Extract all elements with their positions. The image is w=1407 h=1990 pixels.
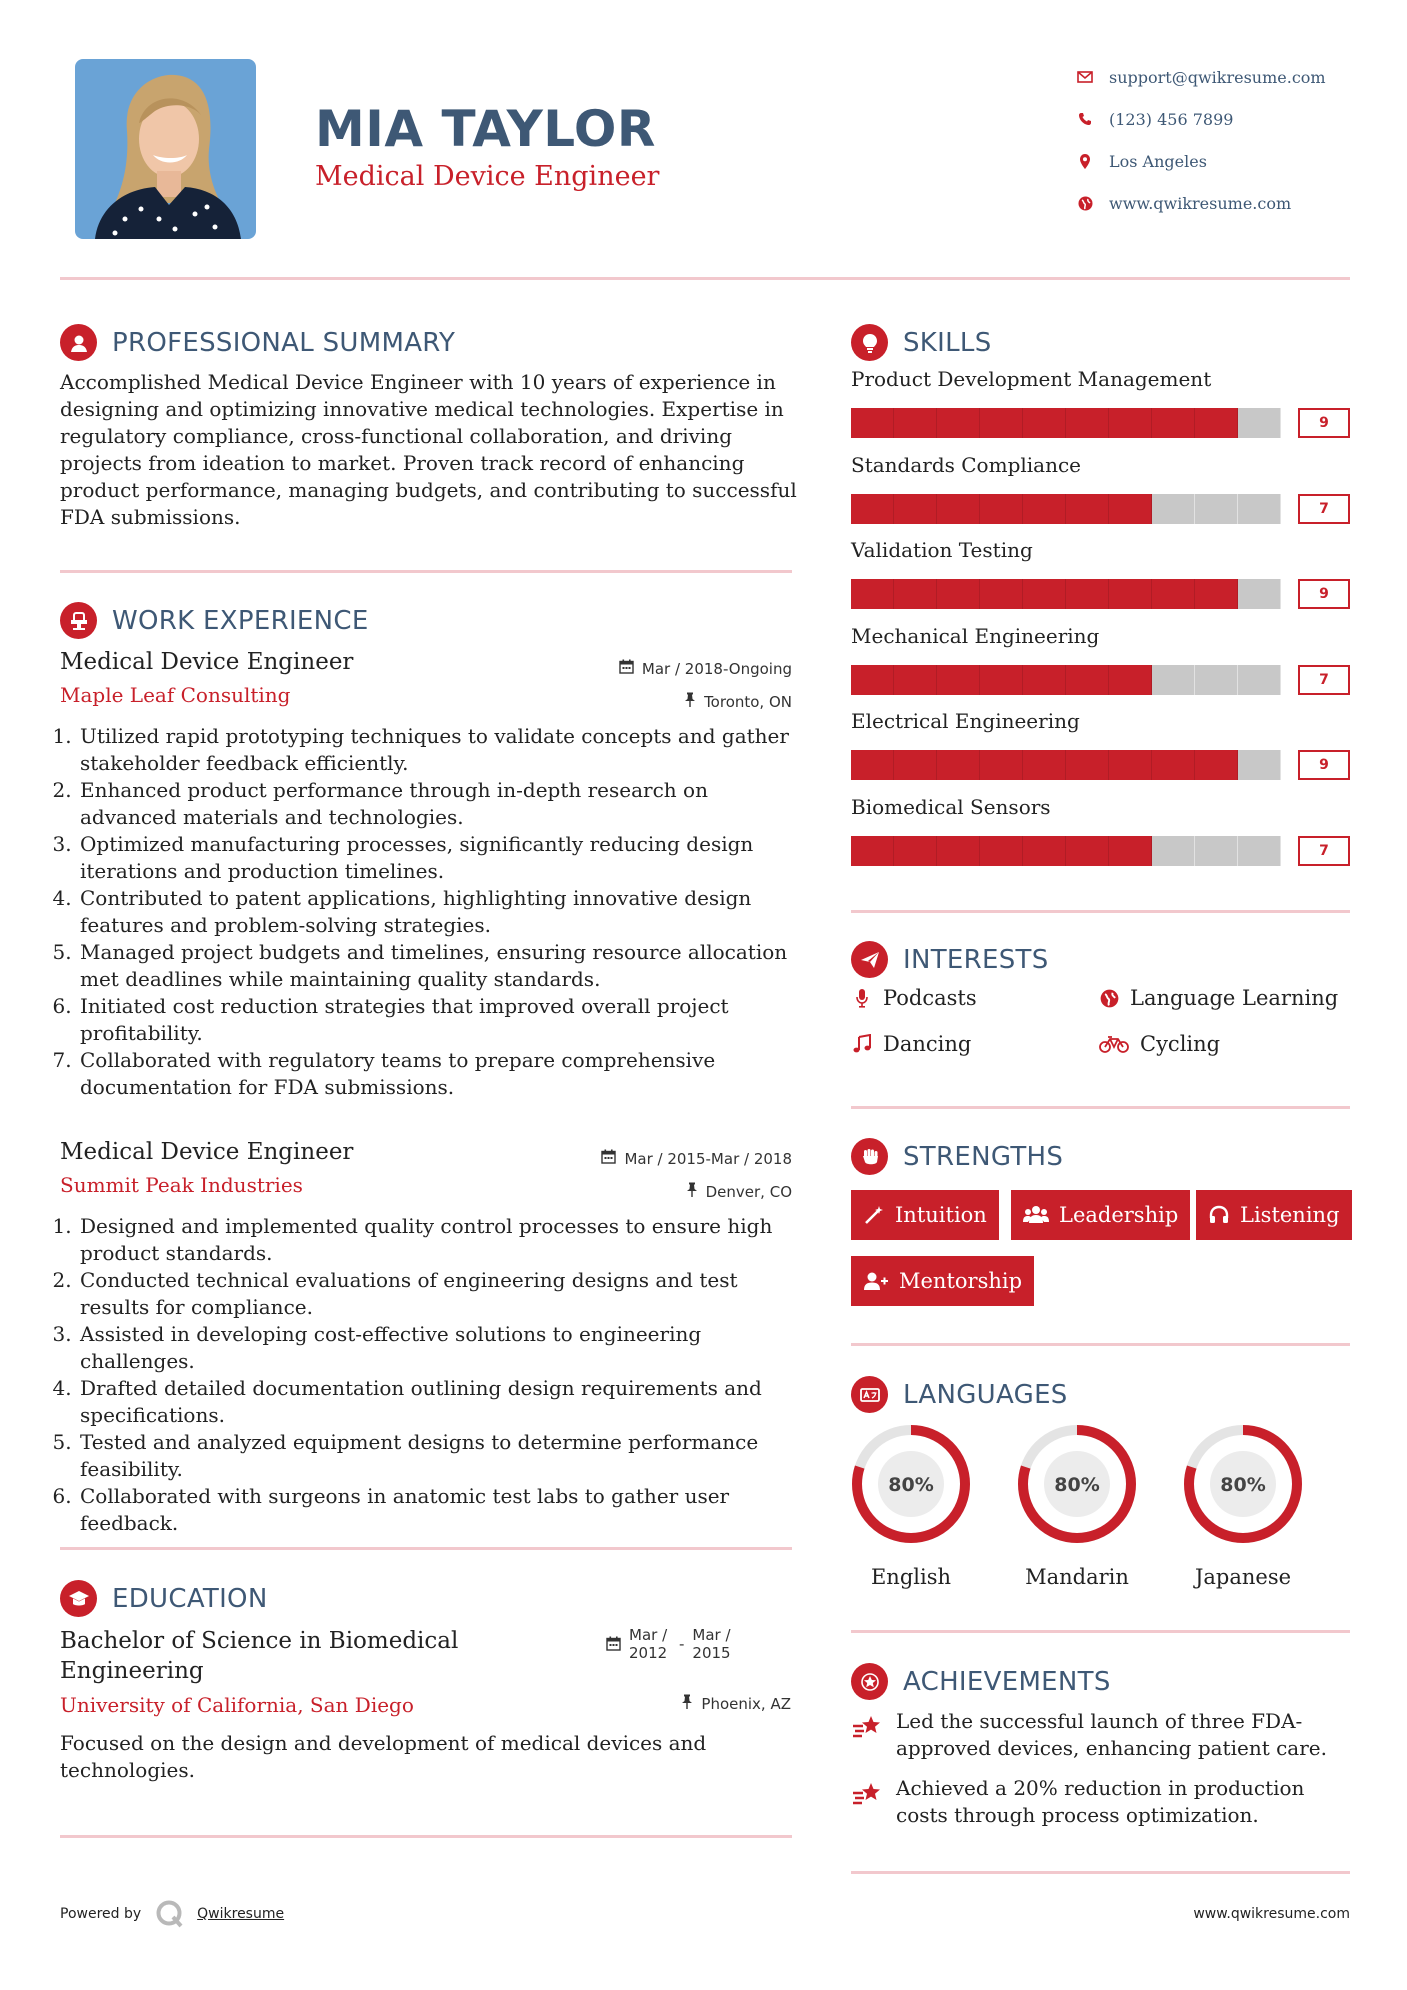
skill-name: Validation Testing: [851, 538, 1033, 562]
briefcase-icon: [60, 602, 97, 639]
education-divider: [60, 1835, 792, 1838]
job-dates-text: Mar / 2018-Ongoing: [641, 659, 792, 678]
strength-label: Intuition: [895, 1203, 987, 1227]
skill-bar-segment-filled: [894, 494, 937, 524]
list-item: 1. Utilized rapid prototyping techniques to validate concepts and gather stakeholder feedback efficiently.: [78, 723, 792, 777]
job-dates: [601, 1149, 792, 1168]
skill-bar-segment-filled: [851, 750, 894, 780]
skill-bar-segment-empty: [1195, 665, 1238, 695]
skill-bar-segment-filled: [1066, 579, 1109, 609]
interest-label: Language Learning: [1130, 986, 1339, 1010]
qwikresume-logo-icon: [155, 1899, 185, 1929]
list-item: 2. Enhanced product performance through in-depth research on advanced materials and technologies.: [78, 777, 792, 831]
skill-item: [851, 367, 1350, 453]
skill-bar-segment-filled: [1195, 750, 1238, 780]
skill-bar-segment-filled: [1023, 665, 1066, 695]
interest-item: [1098, 986, 1338, 1010]
skill-bar-segment-filled: [1023, 494, 1066, 524]
interests-heading: INTERESTS: [903, 944, 1049, 975]
skills-divider: [851, 910, 1350, 913]
contact-email[interactable]: [1073, 56, 1373, 98]
skill-bar-segment-empty: [1195, 494, 1238, 524]
skill-bar-segment-filled: [1023, 836, 1066, 866]
skill-bar-segment-filled: [1023, 579, 1066, 609]
list-item: 3. Optimized manufacturing processes, significantly reducing design iterations and production timelines.: [78, 831, 792, 885]
list-item: 3. Assisted in developing cost-effective solutions to engineering challenges.: [78, 1321, 792, 1375]
job-company: Maple Leaf Consulting: [60, 683, 291, 707]
skill-bar-segment-filled: [1066, 836, 1109, 866]
education-degree: Bachelor of Science in Biomedical Engineering: [60, 1628, 459, 1684]
skill-item: [851, 538, 1350, 624]
contact-email-text: support@qwikresume.com: [1109, 67, 1326, 87]
education-description: Focused on the design and development of medical devices and technologies.: [60, 1731, 707, 1782]
languages-divider: [851, 1630, 1350, 1633]
pushpin-icon: [684, 692, 696, 711]
skill-item: [851, 709, 1350, 795]
skill-bar: [851, 408, 1350, 438]
language-item: [1016, 1423, 1138, 1589]
language-gauge: [850, 1423, 972, 1545]
languages-heading: LANGUAGES: [903, 1379, 1068, 1410]
skill-bar-segment-empty: [1238, 836, 1281, 866]
skill-bar-segment-filled: [1023, 408, 1066, 438]
job-dates-text: Mar / 2015-Mar / 2018: [624, 1149, 792, 1168]
job-entry: [60, 649, 792, 1101]
list-item: 4. Drafted detailed documentation outlining design requirements and specifications.: [78, 1375, 792, 1429]
skill-bar-segment-empty: [1238, 750, 1281, 780]
language-name: Mandarin: [1025, 1565, 1129, 1589]
date-separator: -: [679, 1635, 685, 1653]
skill-item: [851, 624, 1350, 710]
qwikresume-link[interactable]: Qwikresume: [197, 1906, 285, 1922]
pushpin-icon: [681, 1694, 693, 1713]
skill-bar-segment-filled: [894, 750, 937, 780]
paper-plane-icon: [851, 941, 888, 978]
graduation-icon: [60, 1580, 97, 1617]
contact-location-text: Los Angeles: [1109, 151, 1207, 171]
user-icon: [60, 324, 97, 361]
skill-name: Product Development Management: [851, 367, 1212, 391]
skill-bar-segment-filled: [937, 665, 980, 695]
users-icon: [1023, 1204, 1049, 1226]
language-item: [1182, 1423, 1304, 1589]
language-level: 80%: [1054, 1474, 1100, 1496]
achievement-text: Led the successful launch of three FDA-approved devices, enhancing patient care.: [896, 1709, 1327, 1760]
interests-section-heading: [851, 941, 1049, 978]
skill-bar-segment-filled: [980, 750, 1023, 780]
skill-bar-segment-filled: [1195, 408, 1238, 438]
skill-item: [851, 453, 1350, 539]
skill-name: Standards Compliance: [851, 452, 1081, 477]
summary-divider: [60, 570, 792, 573]
skill-bar-segment-filled: [1109, 750, 1152, 780]
job-entry: [60, 1139, 792, 1537]
education-location: [681, 1694, 791, 1713]
skill-bar-segment-filled: [1066, 494, 1109, 524]
microphone-icon: [851, 988, 873, 1008]
skill-score: 9: [1298, 750, 1350, 780]
location-pin-icon: [1073, 154, 1097, 169]
language-item: [850, 1423, 972, 1589]
calendar-icon: [601, 1149, 616, 1168]
experience-heading: WORK EXPERIENCE: [112, 605, 369, 636]
skill-bar-segment-filled: [851, 665, 894, 695]
job-location-text: Toronto, ON: [704, 692, 792, 711]
interests-divider: [851, 1106, 1350, 1109]
skill-name: Biomedical Sensors: [851, 794, 1051, 819]
experience-section-heading: [60, 602, 369, 639]
skill-bar-segment-filled: [894, 665, 937, 695]
interest-label: Podcasts: [883, 986, 977, 1010]
education-start: Mar / 2012: [629, 1626, 668, 1662]
contact-phone-text: (123) 456 7899: [1109, 109, 1234, 129]
skill-bar-segment-filled: [851, 836, 894, 866]
language-gauge: [1016, 1423, 1138, 1545]
contact-website[interactable]: [1073, 182, 1373, 224]
skill-bar-segment-filled: [1066, 665, 1109, 695]
summary-text: Accomplished Medical Device Engineer with 10 years of experience in designing and optimizing innovative medical technologies. Expertise in regulatory compliance, cross-functional collaboration, and driving projects from ideation to market. Proven track record of enhancing product performance, managing budgets, and contributing to successful FDA submissions.: [60, 370, 797, 529]
skill-bar-segment-filled: [894, 579, 937, 609]
achievements-heading: ACHIEVEMENTS: [903, 1666, 1111, 1697]
achievement-text: Achieved a 20% reduction in production costs through process optimization.: [896, 1776, 1305, 1827]
contact-website-text: www.qwikresume.com: [1109, 193, 1292, 213]
list-item: 6. Initiated cost reduction strategies that improved overall project profitability.: [78, 993, 792, 1047]
skill-bar-segment-filled: [1109, 665, 1152, 695]
list-item: 6. Collaborated with surgeons in anatomic test labs to gather user feedback.: [78, 1483, 792, 1537]
skill-bar-segment-empty: [1152, 494, 1195, 524]
skill-name: Mechanical Engineering: [851, 623, 1100, 648]
skill-bar: [851, 579, 1350, 609]
list-item: 5. Managed project budgets and timelines, ensuring resource allocation met deadlines while maintaining quality standards.: [78, 939, 792, 993]
skill-score: 7: [1298, 494, 1350, 524]
shooting-star-icon: [851, 1708, 896, 1762]
education-heading: EDUCATION: [112, 1583, 268, 1614]
skill-score: 7: [1298, 665, 1350, 695]
skill-bar-segment-filled: [1152, 750, 1195, 780]
skill-bar-segment-empty: [1152, 836, 1195, 866]
skill-bar-segment-empty: [1152, 665, 1195, 695]
skill-bar-segment-filled: [937, 408, 980, 438]
job-dates: [619, 659, 792, 678]
skill-bar-segment-empty: [1195, 836, 1238, 866]
list-item: 4. Contributed to patent applications, highlighting innovative design features and problem-solving strategies.: [78, 885, 792, 939]
skill-score: 9: [1298, 579, 1350, 609]
headphones-icon: [1208, 1204, 1230, 1226]
contact-phone[interactable]: [1073, 98, 1373, 140]
strength-label: Mentorship: [899, 1269, 1023, 1293]
skill-item: [851, 795, 1350, 881]
skill-bar-segment-filled: [851, 408, 894, 438]
calendar-icon: [606, 1626, 621, 1655]
skill-bar-segment-filled: [937, 494, 980, 524]
skill-bar-segment-filled: [1152, 579, 1195, 609]
strength-chip: [851, 1256, 1034, 1306]
job-role: Medical Device Engineer: [60, 1139, 354, 1165]
education-end: Mar / 2015: [692, 1626, 731, 1662]
footer-website-link[interactable]: www.qwikresume.com: [1193, 1906, 1350, 1922]
strength-chip: [851, 1190, 999, 1240]
pushpin-icon: [686, 1182, 698, 1201]
skill-bar-segment-empty: [1238, 494, 1281, 524]
strength-label: Listening: [1240, 1203, 1340, 1227]
phone-icon: [1073, 112, 1097, 126]
skill-bar-segment-filled: [1109, 579, 1152, 609]
language-gauge: [1182, 1423, 1304, 1545]
translate-icon: [851, 1376, 888, 1413]
globe-icon: [1073, 196, 1097, 211]
list-item: 1. Designed and implemented quality control processes to ensure high product standards.: [78, 1213, 792, 1267]
skills-list: [851, 367, 1350, 880]
skill-bar: [851, 750, 1350, 780]
education-school: University of California, San Diego: [60, 1693, 414, 1717]
skill-name: Electrical Engineering: [851, 709, 1080, 733]
skills-heading: SKILLS: [903, 327, 992, 358]
summary-heading: PROFESSIONAL SUMMARY: [112, 327, 456, 358]
education-location-text: Phoenix, AZ: [701, 1694, 791, 1713]
education-dates: [606, 1626, 734, 1662]
language-level: 80%: [888, 1474, 934, 1496]
skill-bar-segment-filled: [1066, 750, 1109, 780]
achievement-item: [851, 1775, 1350, 1829]
skill-bar-segment-filled: [851, 494, 894, 524]
list-item: 5. Tested and analyzed equipment designs to determine performance feasibility.: [78, 1429, 792, 1483]
envelope-icon: [1073, 71, 1097, 83]
interest-item: [1098, 1032, 1220, 1056]
shooting-star-icon: [851, 1775, 896, 1829]
strength-label: Leadership: [1059, 1203, 1179, 1227]
profile-photo: [75, 59, 256, 239]
bicycle-icon: [1098, 1035, 1130, 1053]
strengths-heading: STRENGTHS: [903, 1141, 1064, 1172]
lightbulb-icon: [851, 324, 888, 361]
skill-bar-segment-filled: [937, 836, 980, 866]
summary-section-heading: [60, 324, 455, 361]
skill-bar-segment-filled: [980, 665, 1023, 695]
contact-list: [1073, 56, 1373, 224]
candidate-name: MIA TAYLOR: [315, 100, 656, 158]
globe-icon: [1098, 989, 1120, 1008]
interest-item: [851, 1032, 971, 1056]
list-item: 2. Conducted technical evaluations of engineering designs and test results for compliance.: [78, 1267, 792, 1321]
music-note-icon: [851, 1034, 873, 1054]
skill-bar-segment-filled: [1066, 408, 1109, 438]
achievements-section-heading: [851, 1663, 1111, 1700]
skill-bar-segment-filled: [1109, 836, 1152, 866]
language-name: English: [870, 1565, 952, 1589]
fist-icon: [851, 1138, 888, 1175]
skill-bar-segment-filled: [851, 579, 894, 609]
star-badge-icon: [851, 1663, 888, 1700]
footer-powered-by: [60, 1899, 284, 1929]
skill-bar-segment-filled: [937, 579, 980, 609]
strength-chip: [1011, 1190, 1190, 1240]
skill-score: 9: [1298, 408, 1350, 438]
languages-section-heading: [851, 1376, 1068, 1413]
skill-bar-segment-empty: [1238, 408, 1281, 438]
job-location-text: Denver, CO: [705, 1182, 792, 1201]
skill-bar-segment-filled: [894, 408, 937, 438]
skill-bar-segment-filled: [1023, 750, 1066, 780]
candidate-title: Medical Device Engineer: [315, 161, 660, 192]
skill-bar-segment-filled: [894, 836, 937, 866]
header-divider: [60, 277, 1350, 280]
education-section-heading: [60, 1580, 268, 1617]
job-responsibilities: [60, 1213, 792, 1537]
job-company: Summit Peak Industries: [60, 1173, 303, 1197]
job-location: [684, 692, 792, 711]
strength-chip: [1196, 1190, 1352, 1240]
contact-location: [1073, 140, 1373, 182]
list-item: 7. Collaborated with regulatory teams to prepare comprehensive documentation for FDA submissions.: [78, 1047, 792, 1101]
skill-bar-segment-filled: [1152, 408, 1195, 438]
skill-bar-segment-filled: [980, 836, 1023, 866]
magic-wand-icon: [863, 1204, 885, 1226]
job-responsibilities: [60, 723, 792, 1101]
user-plus-icon: [863, 1270, 889, 1292]
skill-bar-segment-empty: [1238, 665, 1281, 695]
strengths-divider: [851, 1343, 1350, 1346]
skill-bar-segment-empty: [1238, 579, 1281, 609]
skill-bar: [851, 665, 1350, 695]
skill-bar-segment-filled: [980, 408, 1023, 438]
interest-label: Dancing: [883, 1032, 972, 1056]
language-level: 80%: [1220, 1474, 1266, 1496]
interest-label: Cycling: [1140, 1032, 1221, 1056]
skill-bar-segment-filled: [1109, 408, 1152, 438]
experience-divider: [60, 1547, 792, 1550]
skill-bar-segment-filled: [937, 750, 980, 780]
job-location: [686, 1182, 792, 1201]
achievements-divider: [851, 1871, 1350, 1874]
skill-bar-segment-filled: [1195, 579, 1238, 609]
powered-by-text: Powered by: [60, 1906, 142, 1922]
language-name: Japanese: [1194, 1565, 1292, 1589]
skill-bar-segment-filled: [980, 494, 1023, 524]
skill-bar: [851, 836, 1350, 866]
skill-bar-segment-filled: [980, 579, 1023, 609]
skills-section-heading: [851, 324, 992, 361]
interest-item: [851, 986, 977, 1010]
calendar-icon: [619, 659, 634, 678]
achievement-item: [851, 1708, 1350, 1762]
skill-bar-segment-filled: [1109, 494, 1152, 524]
skill-bar: [851, 494, 1350, 524]
skill-score: 7: [1298, 836, 1350, 866]
job-role: Medical Device Engineer: [60, 649, 354, 675]
strengths-section-heading: [851, 1138, 1063, 1175]
